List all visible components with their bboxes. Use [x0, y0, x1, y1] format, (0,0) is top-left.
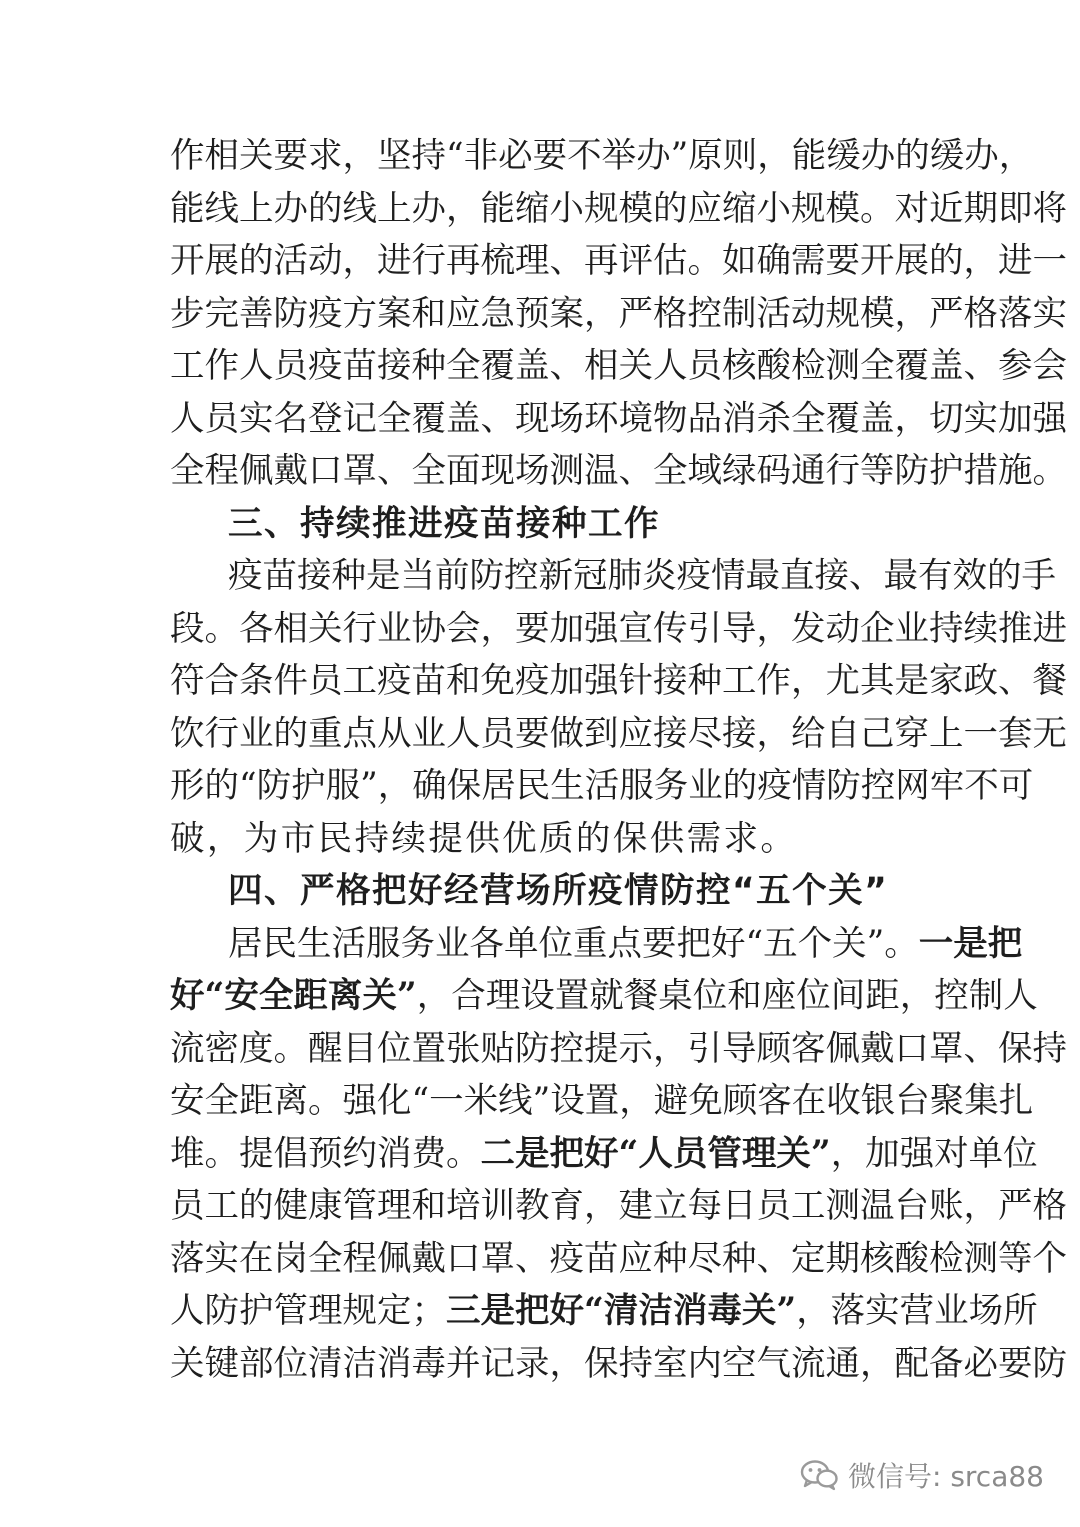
body-line-14	[228, 918, 1023, 970]
body-line-10: 符合条件员工疫苗和免疫加强针接种工作，尤其是家政、餐	[170, 661, 1067, 701]
body-line-9: 段。各相关行业协会，要加强宣传引导，发动企业持续推进	[170, 608, 1067, 649]
section-heading-3: 三、持续推进疫苗接种工作	[228, 503, 660, 544]
body-line-18-tail: ，加强对单位	[830, 1133, 1038, 1174]
item-one-lead: 一是把	[918, 923, 1023, 964]
body-line-5: 工作人员疫苗接种全覆盖、相关人员核酸检测全覆盖、参会	[170, 346, 1067, 386]
body-line-18	[170, 1128, 1038, 1180]
section-heading-4: 四、严格把好经营场所疫情防控“五个关”	[228, 871, 889, 911]
wechat-id-text: 微信号: srca88	[847, 1460, 1044, 1493]
wechat-watermark	[800, 1455, 1044, 1495]
body-line-15-text: ，合理设置就餐桌位和座位间距，控制人	[416, 976, 1038, 1016]
body-line-14-text: 居民生活服务业各单位重点要把好“五个关”。	[228, 923, 919, 964]
body-line-21-part-1: 人防护管理规定；	[170, 1291, 446, 1331]
body-line-15	[170, 970, 1038, 1022]
body-line-12: 形的“防护服”，确保居民生活服务业的疫情防控网牢不可	[170, 766, 1034, 806]
body-line-20: 落实在岗全程佩戴口罩、疫苗应种尽种、定期核酸检测等个	[170, 1238, 1067, 1279]
body-line-21-part-3: ，落实营业场所	[796, 1291, 1038, 1331]
body-line-4: 步完善防疫方案和应急预案，严格控制活动规模，严格落实	[170, 293, 1067, 334]
body-line-7: 全程佩戴口罩、全面现场测温、全域绿码通行等防护措施。	[170, 451, 1067, 491]
body-line-2: 能线上办的线上办，能缩小规模的应缩小规模。对近期即将	[170, 188, 1067, 229]
body-line-19: 员工的健康管理和培训教育，建立每日员工测温台账，严格	[170, 1186, 1067, 1226]
body-line-13: 破，为市民持续提供优质的保供需求。	[170, 818, 798, 859]
body-line-11: 饮行业的重点从业人员要做到应接尽接，给自己穿上一套无	[170, 713, 1067, 754]
body-line-22-part-1: 关键部位清洁消毒并记录，保持室内空气流通，配备必要防	[170, 1343, 1067, 1384]
body-line-21-part-2: 三是把好“清洁消毒关”	[446, 1291, 797, 1331]
body-line-21	[170, 1285, 1038, 1337]
body-line-3: 开展的活动，进行再梳理、再评估。如确需要开展的，进一	[170, 241, 1067, 281]
item-two-title: 二是把好“人员管理关”	[480, 1133, 831, 1174]
body-line-16: 流密度。醒目位置张贴防控提示，引导顾客佩戴口罩、保持	[170, 1028, 1067, 1069]
wechat-icon	[800, 1459, 838, 1491]
body-line-17: 安全距离。强化“一米线”设置，避免顾客在收银台聚集扎	[170, 1081, 1034, 1121]
body-line-18-text: 堆。提倡预约消费。	[170, 1133, 481, 1174]
body-line-1: 作相关要求，坚持“非必要不举办”原则，能缓办的缓办，	[170, 136, 1034, 176]
body-line-22	[170, 1338, 1067, 1390]
item-one-title: 好“安全距离关”	[170, 976, 417, 1016]
body-line-8: 疫苗接种是当前防控新冠肺炎疫情最直接、最有效的手	[228, 556, 1056, 596]
body-line-6: 人员实名登记全覆盖、现场环境物品消杀全覆盖，切实加强	[170, 398, 1067, 439]
